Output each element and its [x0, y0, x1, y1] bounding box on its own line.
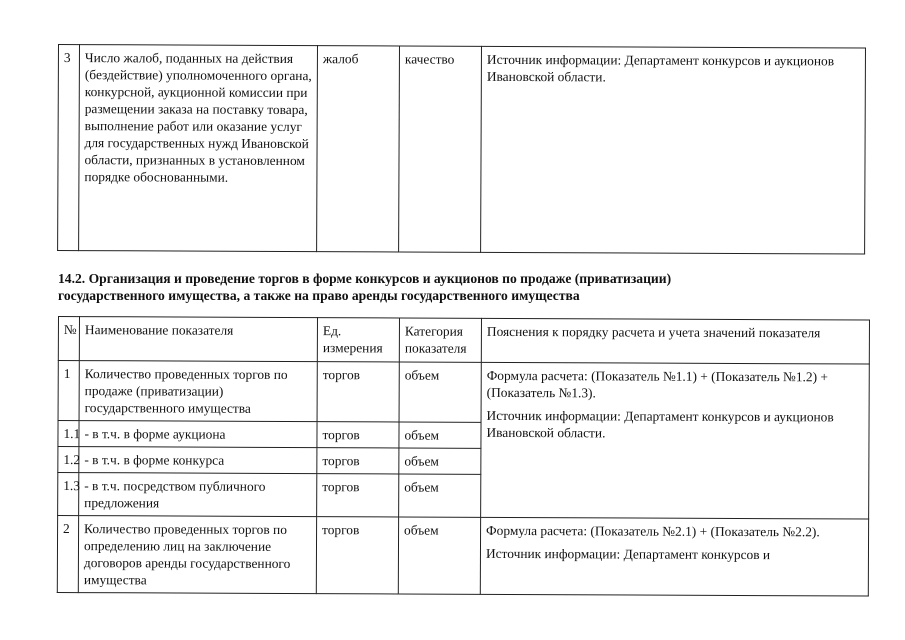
indicator-name: - в т.ч. в форме конкурса — [79, 447, 317, 474]
unit-cell: торгов — [317, 474, 399, 517]
header-unit: Ед. измерения — [317, 318, 399, 362]
row-number: 2 — [57, 516, 78, 593]
section-heading-line2: государственного имущества, а также на право аренды государственного имущества — [58, 288, 580, 303]
section-heading — [58, 270, 858, 304]
indicator-name: Количество проведенных торгов по определению лиц на заключение договоров аренды государственного имущества — [78, 516, 316, 594]
formula-text: Формула расчета: (Показатель №1.1) + (Показатель №1.2) + (Показатель №1.3). — [486, 367, 828, 401]
table-row — [58, 361, 869, 425]
source-text: Источник информации: Департамент конкурсов и — [485, 545, 771, 563]
header-note: Пояснения к порядку расчета и учета значений показателя — [481, 318, 869, 364]
table-row — [57, 516, 868, 597]
row-number: 3 — [58, 45, 80, 251]
table-header-row — [58, 317, 869, 365]
table-row — [58, 45, 866, 255]
row-number: 1.3 — [58, 473, 79, 516]
unit-cell: торгов — [317, 422, 399, 448]
indicator-name: Число жалоб, поданных на действия (бездействие) уполномоченного органа, конкурсной, аукционной комиссии при размещении заказа на поставку товара, выполнение работ или оказание услуг для государственных нужд Ивановской области, признанных в установленном порядке обоснованными. — [79, 45, 318, 252]
indicator-name: - в т.ч. посредством публичного предложения — [79, 473, 317, 517]
row-number: 1.2 — [58, 447, 79, 473]
source-text: Источник информации: Департамент конкурсов и аукционов Ивановской области. — [486, 407, 834, 441]
indicator-name: Количество проведенных торгов по продаже (приватизации) государственного имущества — [79, 361, 317, 422]
unit-cell: жалоб — [317, 46, 400, 252]
section-heading-line1: 14.2. Организация и проведение торгов в форме конкурсов и аукционов по продаже (приватизации) — [58, 271, 672, 286]
row-number: 1.1 — [58, 421, 79, 447]
indicators-table — [57, 316, 870, 597]
indicator-name: - в т.ч. в форме аукциона — [79, 421, 317, 448]
header-name: Наименование показателя — [79, 317, 317, 362]
note-cell: Источник информации: Департамент конкурсов и аукционов Ивановской области. — [481, 46, 866, 254]
category-cell: объем — [398, 517, 480, 594]
unit-cell: торгов — [316, 517, 398, 594]
unit-cell: торгов — [317, 362, 399, 422]
category-cell: объем — [399, 474, 481, 517]
header-num: № — [58, 317, 79, 361]
note-cell — [481, 362, 870, 519]
category-cell: объем — [399, 448, 481, 474]
category-cell: объем — [399, 362, 481, 422]
unit-cell: торгов — [317, 448, 399, 474]
row-number: 1 — [58, 361, 79, 421]
formula-text: Формула расчета: (Показатель №2.1) + (Показатель №2.2). — [486, 522, 820, 540]
category-cell: объем — [399, 422, 481, 448]
header-category: Категория показателя — [399, 318, 481, 362]
indicators-table-continued — [57, 44, 866, 255]
category-cell: качество — [399, 46, 482, 252]
note-cell — [480, 517, 868, 596]
